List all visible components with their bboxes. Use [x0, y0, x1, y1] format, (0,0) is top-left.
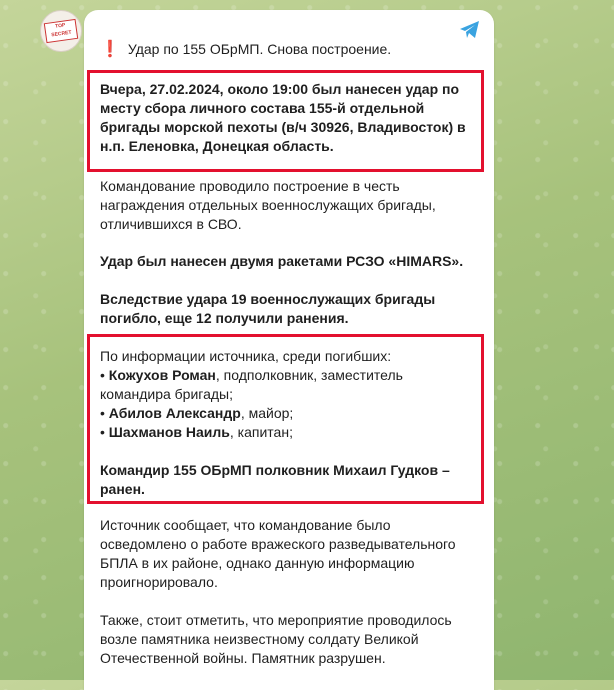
- paragraph-3: Вследствие удара 19 военнослужащих бригады погибло, еще 12 получили ранения.: [100, 291, 436, 326]
- victim-item: • Шахманов Наиль, капитан;: [100, 424, 293, 440]
- message-text: [100, 40, 480, 73]
- commander-status: Командир 155 ОБрМП полковник Михаил Гудков – ранен.: [100, 462, 450, 497]
- post-title-row: [100, 40, 480, 59]
- exclamation-icon: ❗: [100, 41, 120, 58]
- victim-item: • Абилов Александр, майор;: [100, 405, 294, 421]
- channel-avatar[interactable]: [40, 10, 82, 52]
- highlight-paragraph-1: Вчера, 27.02.2024, около 19:00 был нанесен удар по месту сбора личного состава 155-й отдельной бригады морской пехоты (в/ч 30926, Владивосток) в н.п. Еленовка, Донецкая область.: [100, 81, 466, 154]
- channel-logo-icon: TOP SECRET: [44, 19, 78, 43]
- highlight-frame-1: [87, 70, 484, 172]
- paragraph-4: Источник сообщает, что командование было осведомлено о работе вражеского разведывательного БПЛА в их районе, однако данную информацию проигнорировало.: [100, 517, 456, 590]
- post-title: Удар по 155 ОБрМП. Снова построение.: [127, 41, 392, 57]
- paragraph-2: Удар был нанесен двумя ракетами РСЗО «HIMARS».: [100, 253, 464, 269]
- victims-intro: По информации источника, среди погибших:: [100, 348, 392, 364]
- paragraph-5: Также, стоит отметить, что мероприятие проводилось возле памятника неизвестному солдату Великой Отечественной войны. Памятник разрушен.: [100, 612, 452, 666]
- highlight-frame-2: [87, 334, 484, 504]
- victim-item: • Кожухов Роман, подполковник, заместитель командира бригады;: [100, 367, 403, 402]
- paragraph-1: Командование проводило построение в честь награждения отдельных военнослужащих бригады, отличившихся в СВО.: [100, 178, 436, 232]
